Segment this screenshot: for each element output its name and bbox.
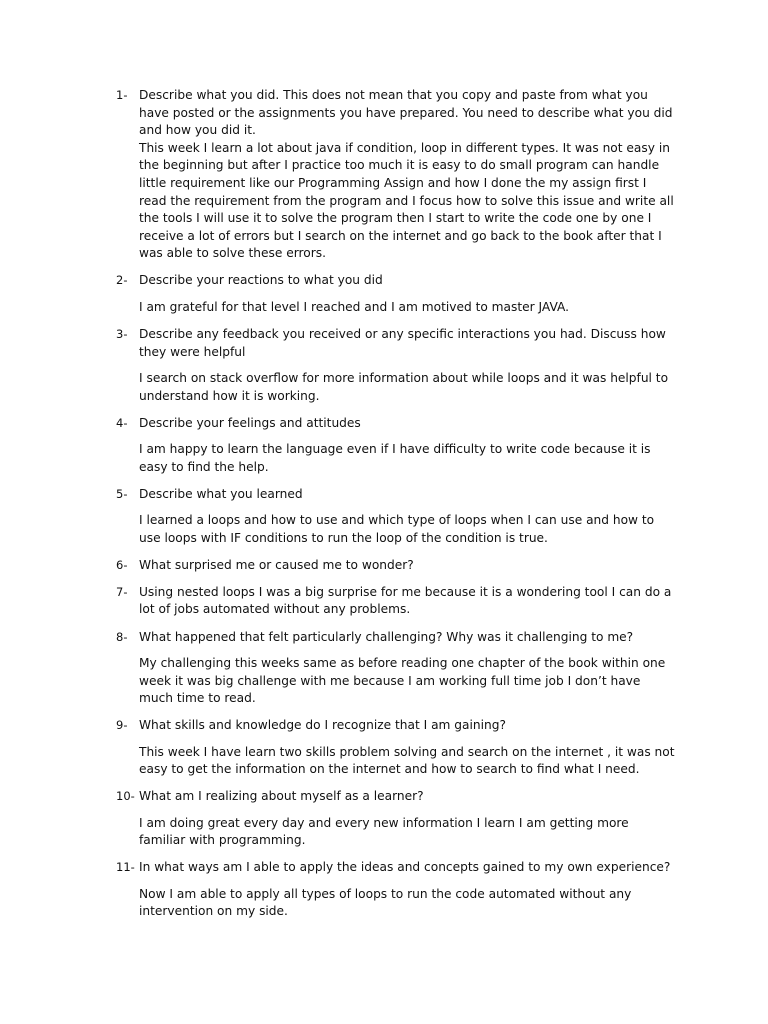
item-question: What surprised me or caused me to wonder? [139,557,414,572]
item-number: 10- [116,789,135,804]
item-answer: I am doing great every day and every new information I learn I am getting more familiar with programming. [139,815,629,848]
item-question: Describe your feelings and attitudes [139,415,361,430]
list-item-8 [116,629,676,708]
list-item-4 [116,415,676,477]
item-answer: This week I learn a lot about java if condition, loop in different types. It was not easy in the beginning but after I practice too much it is easy to do small program can handle little requirement like our Programming Assign and how I done the my assign first I read the requirement from the program and I focus how to solve this issue and write all the tools I will use it to solve the program then I start to write the code one by one I receive a lot of errors but I search on the internet and go back to the book after that I was able to solve these errors. [139,140,674,261]
list-item-11 [116,859,676,921]
list-item-5 [116,486,676,548]
item-question: What am I realizing about myself as a learner? [139,789,424,804]
item-number: 2- [116,273,128,288]
item-number: 11- [116,860,135,875]
item-answer: I am happy to learn the language even if I have difficulty to write code because it is easy to find the help. [139,441,651,474]
item-question: Describe your reactions to what you did [139,273,383,288]
list-item-7 [116,584,676,619]
item-answer: I search on stack overflow for more information about while loops and it was helpful to understand how it is working. [139,370,669,403]
item-question: Describe any feedback you received or any specific interactions you had. Discuss how they were helpful [139,326,666,359]
item-question: Describe what you did. This does not mean that you copy and paste from what you have posted or the assignments you have prepared. You need to describe what you did and how you did it. [139,88,673,138]
item-number: 7- [116,584,128,599]
item-question: Using nested loops I was a big surprise for me because it is a wondering tool I can do a lot of jobs automated without any problems. [139,584,672,617]
list-item-6 [116,557,676,575]
item-answer: I learned a loops and how to use and which type of loops when I can use and how to use loops with IF conditions to run the loop of the condition is true. [139,513,655,545]
item-number: 8- [116,629,128,644]
item-answer: This week I have learn two skills problem solving and search on the internet , it was not easy to get the information on the internet and how to search to find what I need. [139,744,675,777]
list-item-9 [116,717,676,779]
item-question: What happened that felt particularly challenging? Why was it challenging to me? [139,629,634,644]
list-item-10 [116,788,676,850]
list-item-2 [116,272,676,316]
item-number: 3- [116,326,128,341]
list-item-3 [116,326,676,405]
item-answer: Now I am able to apply all types of loops to run the code automated without any intervention on my side. [139,886,632,919]
item-question: In what ways am I able to apply the ideas and concepts gained to my own experience? [139,860,671,875]
item-number: 4- [116,415,128,430]
item-question: Describe what you learned [139,486,303,501]
item-number: 5- [116,486,128,501]
item-answer: My challenging this weeks same as before reading one chapter of the book within one week it was big challenge with me because I am working full time job I don’t have much time to read. [139,655,666,706]
item-number: 6- [116,557,128,572]
list-item-1 [116,87,676,263]
reflection-list [116,87,676,930]
item-question: What skills and knowledge do I recognize that I am gaining? [139,718,506,733]
item-number: 1- [116,88,128,102]
item-answer: I am grateful for that level I reached and I am motived to master JAVA. [139,299,570,314]
item-number: 9- [116,718,128,733]
